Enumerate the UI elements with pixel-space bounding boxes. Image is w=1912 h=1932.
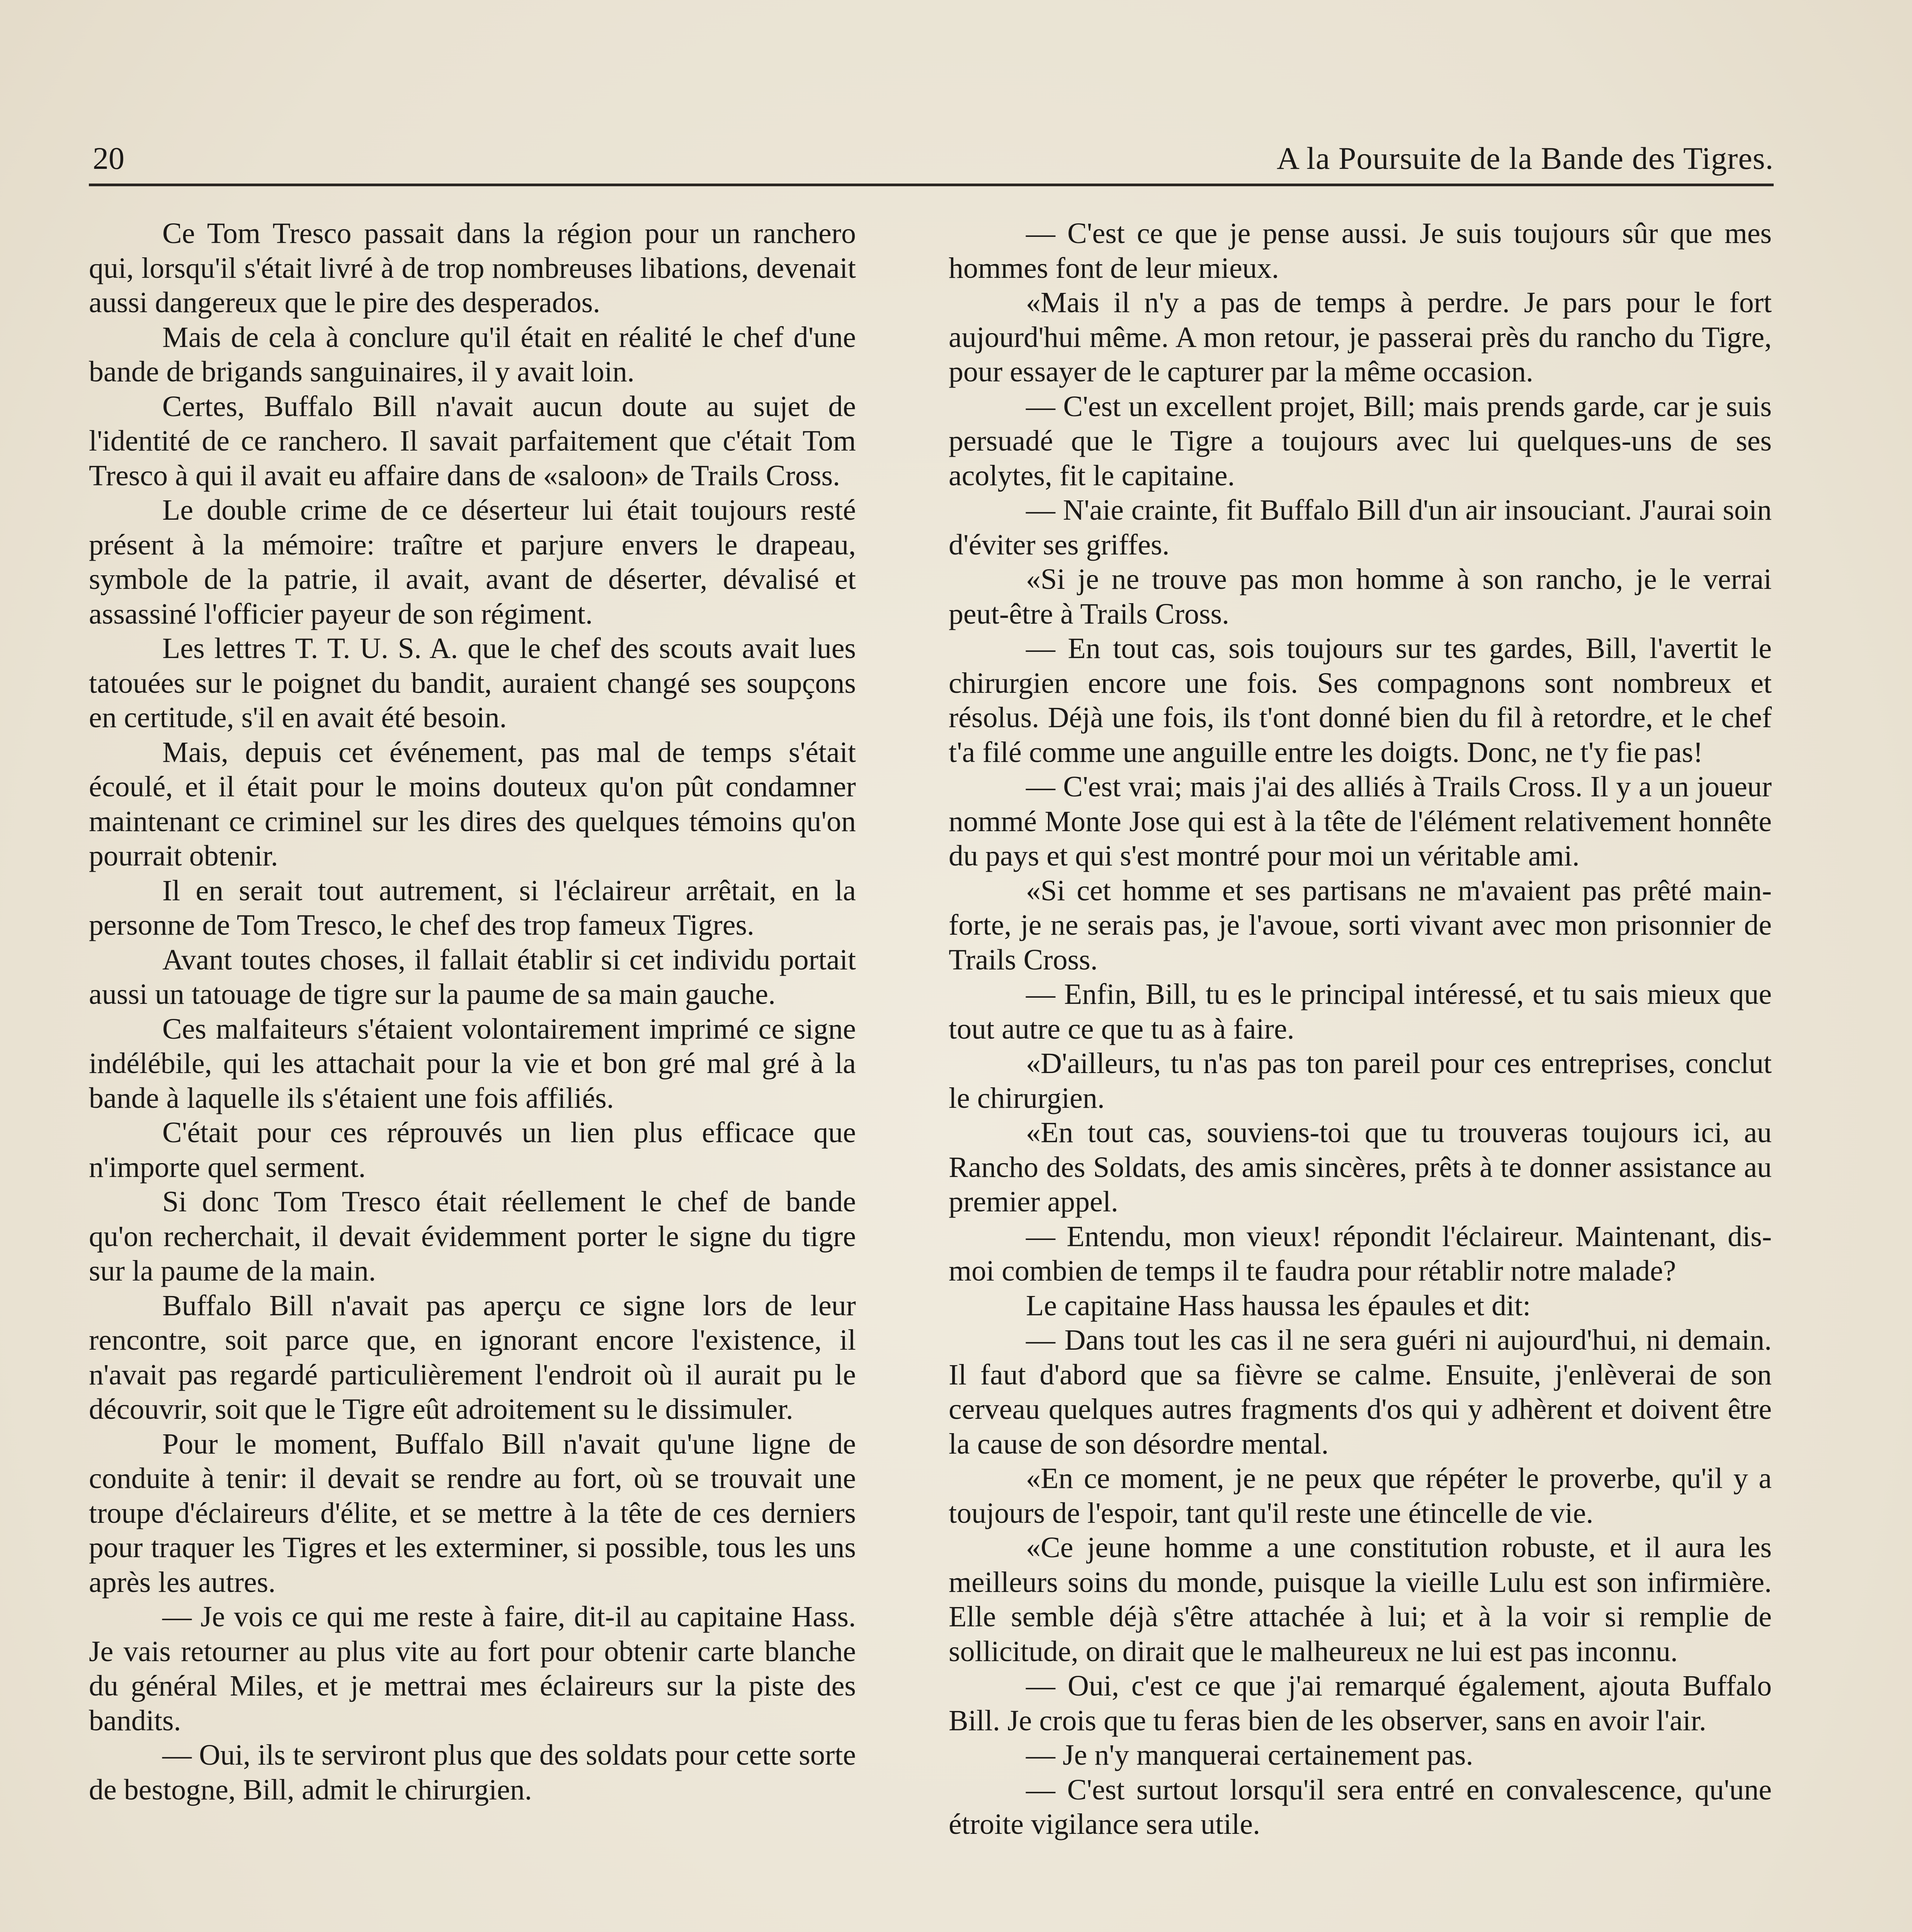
paragraph: — Entendu, mon vieux! répondit l'éclaireur. Maintenant, dis-moi combien de temps il te faudra pour rétablir notre malade? (949, 1220, 1772, 1287)
page-number: 20 (93, 141, 124, 176)
paragraph: Mais, depuis cet événement, pas mal de temps s'était écoulé, et il était pour le moins douteux qu'on pût condamner maintenant ce criminel sur les dires des quelques témoins qu'on pourrait obtenir. (89, 736, 856, 872)
running-title: A la Poursuite de la Bande des Tigres. (1276, 141, 1774, 176)
paragraph: — C'est ce que je pense aussi. Je suis toujours sûr que mes hommes font de leur mieux. (949, 217, 1772, 284)
paragraph: «Mais il n'y a pas de temps à perdre. Je pars pour le fort aujourd'hui même. A mon retour, je passerai près du rancho du Tigre, pour essayer de le capturer par la même occasion. (949, 286, 1772, 388)
paragraph: Ces malfaiteurs s'étaient volontairement imprimé ce signe indélébile, qui les attachait pour la vie et bon gré mal gré à la bande à laquelle ils s'étaient une fois affiliés. (89, 1012, 856, 1114)
paragraph: — Dans tout les cas il ne sera guéri ni aujourd'hui, ni demain. Il faut d'abord que sa fièvre se calme. Ensuite, j'enlèverai de son cerveau quelques autres fragments d'os qui y adhèrent et doivent être la cause de son désordre mental. (949, 1324, 1772, 1460)
paragraph: Mais de cela à conclure qu'il était en réalité le chef d'une bande de brigands sanguinaires, il y avait loin. (89, 321, 856, 388)
paragraph: Certes, Buffalo Bill n'avait aucun doute au sujet de l'identité de ce ranchero. Il savait parfaitement que c'était Tom Tresco à qui il avait eu affaire dans de «saloon» de Trails Cross. (89, 390, 856, 492)
paragraph: Ce Tom Tresco passait dans la région pour un ranchero qui, lorsqu'il s'était livré à de trop nombreuses libations, devenait aussi dangereux que le pire des desperados. (89, 217, 856, 319)
paragraph: «Si cet homme et ses partisans ne m'avaient pas prêté main-forte, je ne serais pas, je l'avoue, sorti vivant avec mon prisonnier de Trails Cross. (949, 874, 1772, 976)
paragraph: Il en serait tout autrement, si l'éclaireur arrêtait, en la personne de Tom Tresco, le chef des trop fameux Tigres. (89, 874, 856, 941)
paragraph: «Si je ne trouve pas mon homme à son rancho, je le verrai peut-être à Trails Cross. (949, 563, 1772, 630)
paragraph: «D'ailleurs, tu n'as pas ton pareil pour ces entreprises, conclut le chirurgien. (949, 1047, 1772, 1114)
paragraph: — C'est un excellent projet, Bill; mais prends garde, car je suis persuadé que le Tigre a toujours avec lui quelques-uns de ses acolytes, fit le capitaine. (949, 390, 1772, 492)
paragraph: — Je n'y manquerai certainement pas. (1026, 1739, 1473, 1771)
paragraph: Si donc Tom Tresco était réellement le chef de bande qu'on recherchait, il devait évidemment porter le signe du tigre sur la paume de la main. (89, 1185, 856, 1287)
paragraph: — N'aie crainte, fit Buffalo Bill d'un air insouciant. J'aurai soin d'éviter ses griffes. (949, 494, 1772, 561)
paragraph: Buffalo Bill n'avait pas aperçu ce signe lors de leur rencontre, soit parce que, en ignorant encore l'existence, il n'avait pas regardé particulièrement l'endroit où il aurait pu le découvrir, soit que le Tigre eût adroitement su le dissimuler. (89, 1289, 856, 1425)
paragraph: Les lettres T. T. U. S. A. que le chef des scouts avait lues tatouées sur le poignet du bandit, auraient changé ses soupçons en certitude, s'il en avait été besoin. (89, 632, 856, 734)
left-text-column (89, 216, 856, 1807)
paragraph: — Oui, ils te serviront plus que des soldats pour cette sorte de bestogne, Bill, admit le chirurgien. (89, 1739, 856, 1806)
paragraph: Le capitaine Hass haussa les épaules et dit: (1026, 1289, 1531, 1322)
paragraph: — C'est surtout lorsqu'il sera entré en convalescence, qu'une étroite vigilance sera utile. (949, 1773, 1772, 1840)
paragraph: «En tout cas, souviens-toi que tu trouveras toujours ici, au Rancho des Soldats, des amis sincères, prêts à te donner assistance au premier appel. (949, 1116, 1772, 1218)
right-text-column (949, 216, 1772, 1842)
paragraph: — C'est vrai; mais j'ai des alliés à Trails Cross. Il y a un joueur nommé Monte Jose qui est à la tête de l'élément relativement honnête du pays et qui s'est montré pour moi un véritable ami. (949, 770, 1772, 872)
paragraph: Le double crime de ce déserteur lui était toujours resté présent à la mémoire: traître et parjure envers le drapeau, symbole de la patrie, il avait, avant de déserter, dévalisé et assassiné l'officier payeur de son régiment. (89, 494, 856, 630)
paragraph: C'était pour ces réprouvés un lien plus efficace que n'importe quel serment. (89, 1116, 856, 1184)
paragraph: Pour le moment, Buffalo Bill n'avait qu'une ligne de conduite à tenir: il devait se rendre au fort, où se trouvait une troupe d'éclaireurs d'élite, et se mettre à la tête de ces derniers pour traquer les Tigres et les exterminer, si possible, tous les uns après les autres. (89, 1427, 856, 1599)
paragraph: — Je vois ce qui me reste à faire, dit-il au capitaine Hass. Je vais retourner au plus vite au fort pour obtenir carte blanche du général Miles, et je mettrai mes éclaireurs sur la piste des bandits. (89, 1600, 856, 1737)
paragraph: «Ce jeune homme a une constitution robuste, et il aura les meilleurs soins du monde, puisque la vieille Lulu est son infirmière. Elle semble déjà s'être attachée à lui; et à la voir si remplie de sollicitude, on dirait que le malheureux ne lui est pas inconnu. (949, 1531, 1772, 1668)
paragraph: — Enfin, Bill, tu es le principal intéressé, et tu sais mieux que tout autre ce que tu as à faire. (949, 978, 1772, 1045)
paragraph: Avant toutes choses, il fallait établir si cet individu portait aussi un tatouage de tigre sur la paume de sa main gauche. (89, 943, 856, 1010)
paragraph: «En ce moment, je ne peux que répéter le proverbe, qu'il y a toujours de l'espoir, tant qu'il reste une étincelle de vie. (949, 1462, 1772, 1529)
paragraph: — En tout cas, sois toujours sur tes gardes, Bill, l'avertit le chirurgien encore une fois. Ses compagnons sont nombreux et résolus. Déjà une fois, ils t'ont donné bien du fil à retordre, et le chef t'a filé comme une anguille entre les doigts. Donc, ne t'y fie pas! (949, 632, 1772, 769)
page-header (93, 135, 1774, 182)
paragraph: — Oui, c'est ce que j'ai remarqué également, ajouta Buffalo Bill. Je crois que tu feras bien de les observer, sans en avoir l'air. (949, 1670, 1772, 1737)
header-divider (89, 184, 1774, 186)
